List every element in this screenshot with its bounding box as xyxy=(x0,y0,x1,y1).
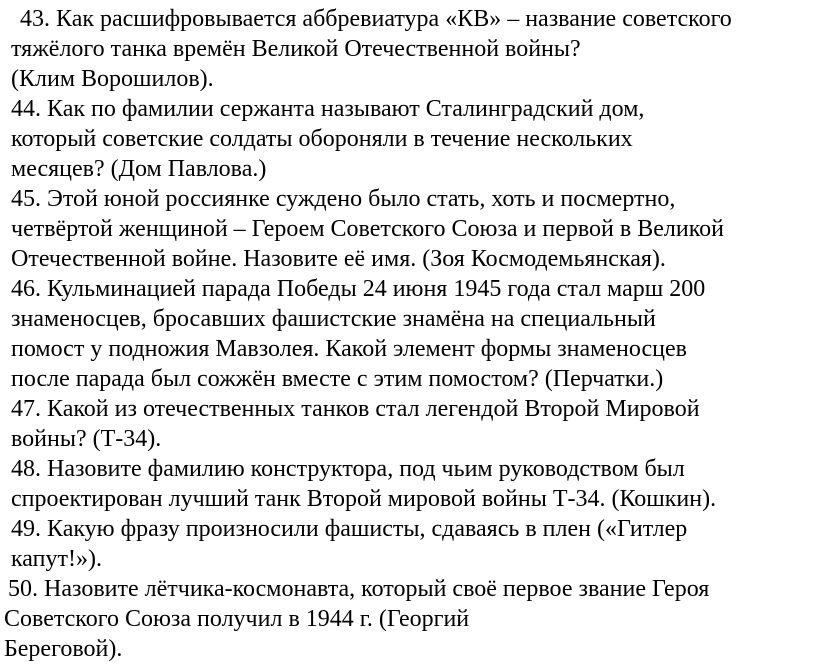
text-line: Советского Союза получил в 1944 г. (Георгий xyxy=(4,606,470,632)
text-line: 50. Назовите лётчика-космонавта, который своё первое звание Героя xyxy=(8,576,710,602)
text-line: после парада был сожжён вместе с этим помостом? (Перчатки.) xyxy=(11,366,664,392)
text-line: 45. Этой юной россиянке суждено было стать, хоть и посмертно, xyxy=(11,186,676,212)
text-line: который советские солдаты обороняли в течение нескольких xyxy=(11,126,633,152)
text-line: тяжёлого танка времён Великой Отечественной войны? xyxy=(11,36,581,62)
text-line: 49. Какую фразу произносили фашисты, сдаваясь в плен («Гитлер xyxy=(11,516,688,542)
text-line: 47. Какой из отечественных танков стал легендой Второй Мировой xyxy=(11,396,700,422)
text-line: 48. Назовите фамилию конструктора, под чьим руководством был xyxy=(11,456,685,482)
text-line: четвёртой женщиной – Героем Советского Союза и первой в Великой xyxy=(11,216,724,242)
text-line: капут!»). xyxy=(11,546,102,572)
text-line: помост у подножия Мавзолея. Какой элемент формы знаменосцев xyxy=(11,336,687,362)
text-line: войны? (Т-34). xyxy=(11,426,162,452)
text-line: (Клим Ворошилов). xyxy=(11,66,214,92)
text-line: Береговой). xyxy=(4,636,123,662)
text-line: месяцев? (Дом Павлова.) xyxy=(11,156,267,182)
text-line: Отечественной войне. Назовите её имя. (Зоя Космодемьянская). xyxy=(11,246,666,272)
text-line: знаменосцев, бросавших фашистские знамёна на специальный xyxy=(11,306,656,332)
text-line: 43. Как расшифровывается аббревиатура «КВ» – название советского xyxy=(20,6,732,32)
text-line: спроектирован лучший танк Второй мировой войны Т-34. (Кошкин). xyxy=(11,486,717,512)
text-line: 46. Кульминацией парада Победы 24 июня 1945 года стал марш 200 xyxy=(11,276,706,302)
text-line: 44. Как по фамилии сержанта называют Сталинградский дом, xyxy=(11,96,645,122)
